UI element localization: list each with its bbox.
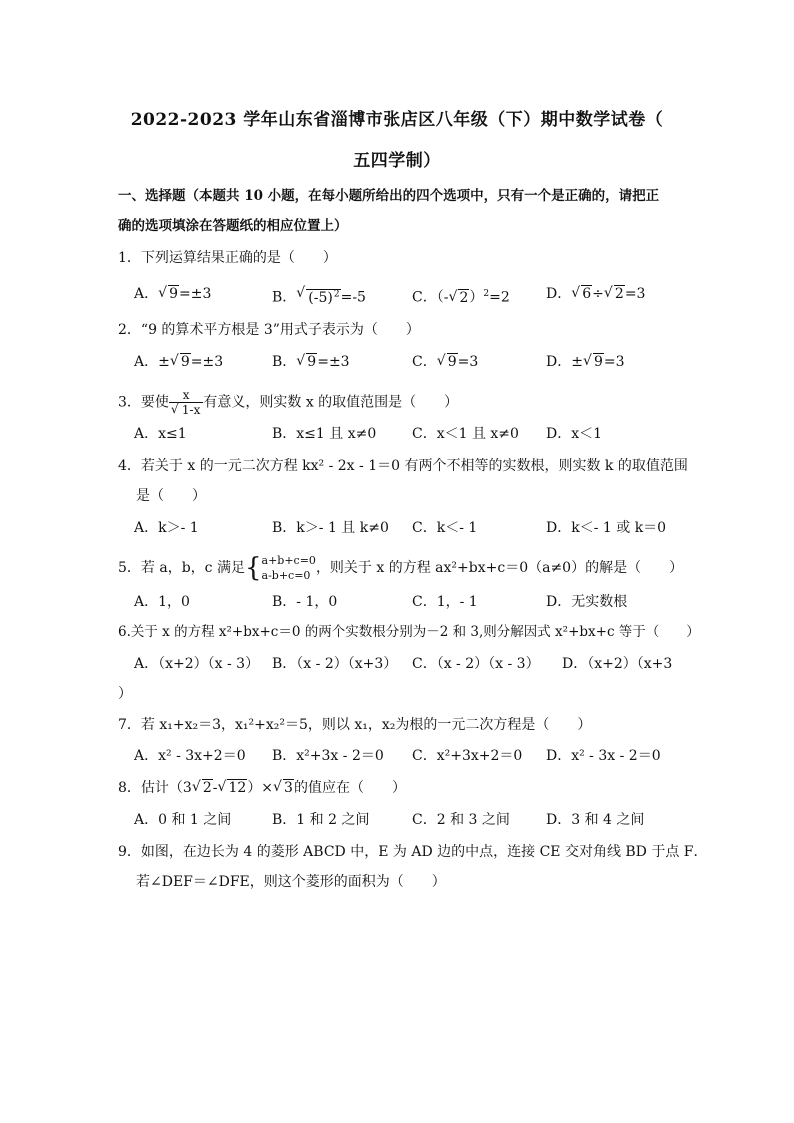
exam-title-line1: 2022-2023 学年山东省淄博市张店区八年级（下）期中数学试卷（ [130,110,664,130]
section-instructions-line2: 确的选项填涂在答题纸的相应位置上） [118,218,348,234]
exam-title-line2: 五四学制） [353,151,441,171]
question-7-option-a: A．x² - 3x+2＝0 [134,748,246,764]
question-8-stem: 8．估计（3√ 2-√ 12）×√ 3的值应在（ ） [118,778,406,798]
question-7-stem: 7．若 x₁+x₂＝3，x₁²+x₂²＝5，则以 x₁，x₂为根的一元二次方程是（ ） [118,717,592,733]
question-5-option-b: B．- 1，0 [272,594,338,610]
question-1-option-c: C．（-√ 2）$^2$=2 [412,284,510,308]
question-3-option-b: B．x≤1 且 x≠0 [272,426,377,442]
question-3-option-a: A．x≤1 [134,426,187,442]
question-9-stem-line2: 若∠DEF＝∠DFE，则这个菱形的面积为（ ） [136,874,446,890]
question-2-option-a: A．±√ 9=±3 [134,352,223,372]
question-8-option-a: A．0 和 1 之间 [134,812,232,828]
question-7-option-d: D．x² - 3x - 2＝0 [546,748,661,764]
question-4-option-a: A．k＞- 1 [134,520,199,536]
question-2-option-c: C．√ 9=3 [412,352,478,372]
question-5-stem: 5．若 a，b，c 满足{ a+b+c=0 a-b+c=0 ，则关于 x 的方程 ax²+bx+c＝0（a≠0）的解是（ ） [118,553,684,583]
question-8-option-d: D．3 和 4 之间 [546,812,645,828]
question-6-option-b: B．（x - 2）（x+3） [272,656,398,672]
question-6-option-c: C．（x - 2）（x - 3） [412,656,540,672]
question-4-option-b: B．k＞- 1 且 k≠0 [272,520,389,536]
question-5-option-d: D．无实数根 [546,594,628,610]
question-1-stem: 1．下列运算结果正确的是（ ） [118,250,337,266]
question-8-option-b: B．1 和 2 之间 [272,812,370,828]
question-4-stem-line2: 是（ ） [136,488,206,504]
question-1-option-b: B．√ $(-5)^2=-5$ [272,284,366,308]
question-9-stem-line1: 9．如图，在边长为 4 的菱形 ABCD 中，E 为 AD 边的中点，连接 CE 交对角线 BD 于点 F． [118,844,708,860]
question-3-stem: 3．要使 x √ 1-x 有意义，则实数 x 的取值范围是（ ） [118,388,458,417]
question-7-option-b: B．x²+3x - 2＝0 [272,748,384,764]
question-7-option-c: C．x²+3x+2＝0 [412,748,523,764]
question-3-option-c: C．x＜1 且 x≠0 [412,426,519,442]
question-8-option-c: C．2 和 3 之间 [412,812,510,828]
question-4-option-d: D．k＜- 1 或 k＝0 [546,520,667,536]
question-5-option-a: A．1，0 [134,594,190,610]
question-5-option-c: C．1，- 1 [412,594,478,610]
question-3-option-d: D．x＜1 [546,426,603,442]
question-1-option-d: D．√ 6÷√ 2=3 [546,284,645,304]
question-6-option-d-tail: ） [118,686,132,702]
question-2-option-b: B．√ 9=±3 [272,352,350,372]
question-4-option-c: C．k＜- 1 [412,520,478,536]
question-6-stem: 6.关于 x 的方程 x²+bx+c＝0 的两个实数根分别为－2 和 3,则分解因式 x²+bx+c 等于（ ） [118,624,700,640]
question-2-option-d: D．±√ 9=3 [546,352,625,372]
section-instructions-line1: 一、选择题（本题共 10 小题，在每小题所给出的四个选项中，只有一个是正确的，请把正 [118,188,660,204]
question-4-stem-line1: 4．若关于 x 的一元二次方程 kx² - 2x - 1＝0 有两个不相等的实数根，则实数 k 的取值范围 [118,458,688,474]
question-1-option-a: A．√ 9=±3 [134,284,211,304]
question-6-option-a: A．（x+2）（x - 3） [134,656,260,672]
question-6-option-d: D．（x+2）（x+3 [562,656,673,672]
question-2-stem: 2．“9 的算术平方根是 3”用式子表示为（ ） [118,322,420,338]
